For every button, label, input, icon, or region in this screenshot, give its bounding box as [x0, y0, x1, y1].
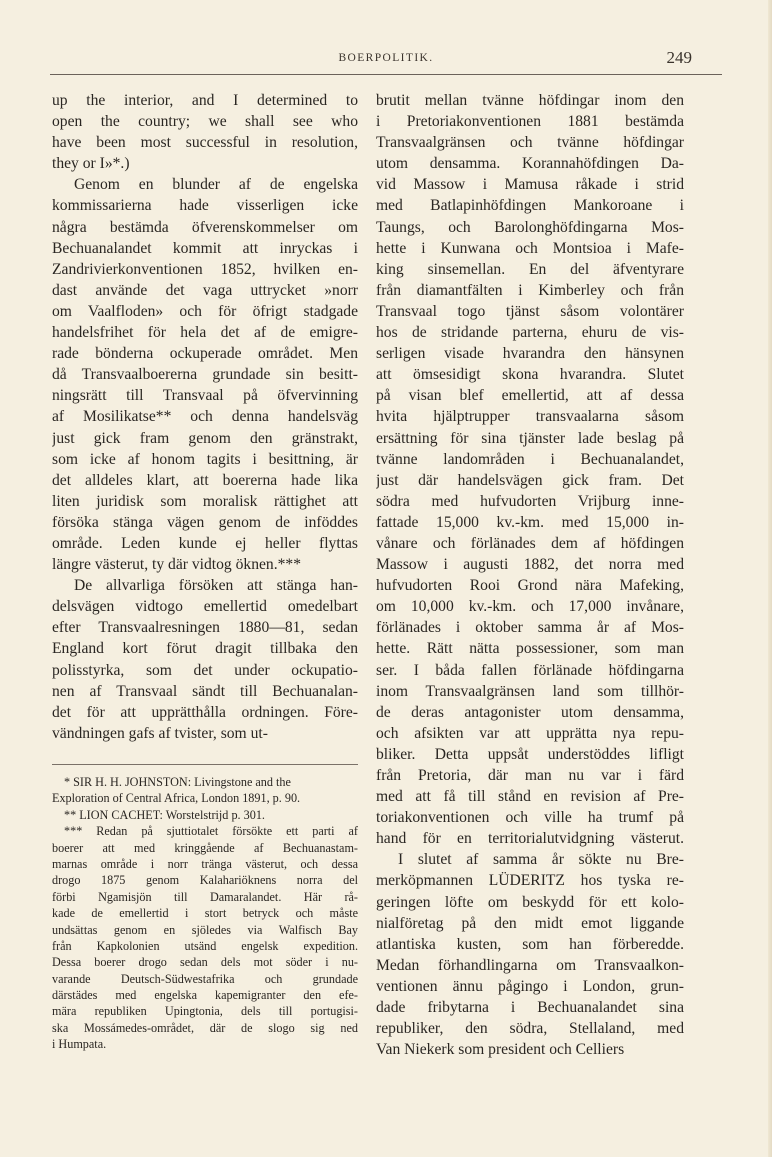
text-line: ser. I båda fallen förlänade höfdingarna — [376, 661, 684, 679]
text-line: nialföretag på den midt emot liggande — [376, 914, 684, 932]
text-line: liten juridisk som moralisk rättighet att — [52, 492, 358, 510]
footnotes — [52, 774, 358, 1053]
text-line: Bechuanalandet kommit att inryckas i — [52, 239, 358, 257]
text-line: ningsrätt till Transvaal på öfvervinning — [52, 387, 358, 405]
text-line: om 10,000 kv.-km. och 17,000 invånare, — [376, 598, 684, 616]
text-line: have been most successful in resolution, — [52, 134, 358, 152]
running-header-title: BOERPOLITIK. — [338, 52, 434, 64]
text-line: område. Leden kunde ej heller flyttas — [52, 534, 358, 552]
text-line: they or I»*.) — [52, 155, 130, 173]
footnote-line: mära republiken Upingtonia, dels till portugisi- — [52, 1004, 358, 1019]
footnote-line: ska Mossámedes-området, där de slogo sig ned — [52, 1020, 358, 1035]
text-line: England kort förut dragit tillbaka den — [52, 640, 358, 658]
text-line: efter Transvaalresningen 1880—81, sedan — [52, 619, 358, 637]
text-line: I slutet af samma år sökte nu Bre- — [398, 851, 684, 869]
footnote-line: * SIR H. H. JOHNSTON: Livingstone and the — [64, 775, 291, 789]
footnote-line: boerer att med kringgående af Bechuanastam- — [52, 840, 358, 855]
text-line: merköpmannen LÜDERITZ hos tyska re- — [376, 872, 684, 890]
text-line: dast använde det vaga uttrycket »norr — [52, 281, 358, 299]
footnote-line: Exploration of Central Africa, London 1891, p. 90. — [52, 791, 301, 806]
text-line: hvita hjälptrupper transvaalarna såsom — [376, 408, 684, 426]
text-line: Taungs, och Barolonghöfdingarna Mos- — [376, 218, 684, 236]
text-line: södra med hufvudorten Vrijburg inne- — [376, 492, 684, 510]
text-line: ersättning för sina tjänster lade beslag på — [376, 429, 684, 447]
footnote-line: varande Deutsch-Südwestafrika och grundade — [52, 971, 358, 986]
footnote-line: därstädes med engelska kapemigranter den efe- — [52, 988, 358, 1003]
text-line: polisstyrka, som det under ockupatio- — [52, 661, 358, 679]
footnote-line: *** Redan på sjuttiotalet försökte ett parti af — [64, 824, 358, 839]
text-line: handelsfrihet för hela det af de emigre- — [52, 324, 358, 342]
text-line: vid Massow i Mamusa råkade i strid — [376, 176, 684, 194]
text-line: toriakonventionen och ville ha trumf på — [376, 809, 684, 827]
text-line: på visan blef emellertid, att af dessa — [376, 387, 684, 405]
text-line: några bestämda öfverenskommelser om — [52, 218, 358, 236]
text-line: open the country; we shall see who — [52, 113, 358, 131]
footnote-line: från Kapkolonien utsänd engelsk expedition. — [52, 938, 358, 953]
text-line: det för att upprätthålla ordningen. Före- — [52, 703, 358, 721]
footnote-line: Dessa boerer drogo sedan dels mot söder i nu- — [52, 955, 358, 970]
right-column — [376, 90, 684, 1060]
text-line: up the interior, and I determined to — [52, 92, 358, 109]
text-line: Massow i augusti 1882, det norra med — [376, 556, 684, 574]
footnote-line: kade de emellertid i stort betryck och måste — [52, 906, 358, 921]
text-line: längre västerut, ty där vidtog öknen.*** — [52, 556, 302, 574]
text-line: Medan förhandlingarna om Transvaalkon- — [376, 956, 684, 974]
text-line: republiker, den södra, Stellaland, med — [376, 1020, 684, 1038]
text-line: hufvudorten Rooi Grond nära Mafeking, — [376, 577, 684, 595]
text-line: just där handelsvägen gick fram. Det — [376, 471, 684, 489]
text-line: i Pretoriakonventionen 1881 bestämda — [376, 113, 684, 131]
text-line: hette i Kunwana och Montsioa i Mafe- — [376, 239, 684, 257]
text-line: Transvaal togo tjänst såsom volontärer — [376, 302, 684, 320]
text-line: som icke af honom tagits i besittning, är — [52, 450, 358, 468]
text-line: hette. Rätt nätta possessioner, som man — [376, 640, 684, 658]
footnote-rule — [52, 764, 358, 765]
left-column — [52, 90, 358, 744]
text-line: Van Niekerk som president och Celliers — [376, 1041, 625, 1059]
text-line: hos de stridande parterna, ehuru de vis- — [376, 324, 684, 342]
text-line: vånare och förlänades dem af höfdingen — [376, 534, 684, 552]
text-line: atlantiska kusten, som han förberedde. — [376, 935, 684, 953]
text-line: af Mosilikatse** och denna handelsväg — [52, 408, 358, 426]
text-line: king sinsemellan. En del äfventyrare — [376, 260, 684, 278]
header-rule — [50, 74, 722, 75]
footnote-line: förbi Ngamisjön till Damaralandet. Här rå- — [52, 889, 358, 904]
text-line: bliker. Detta uppsåt understöddes lifligt — [376, 745, 684, 763]
text-line: det alldeles klart, att boererna hade lika — [52, 471, 358, 489]
text-line: inom Transvaalgränsen land som tillhör- — [376, 682, 684, 700]
text-line: då Transvaalboererna grundade sin besitt- — [52, 366, 358, 384]
text-line: förlänades i oktober samma år af Mos- — [376, 619, 684, 637]
footnote-line: drogo 1875 genom Kalahariöknens norra del — [52, 873, 358, 888]
text-line: vändningen gafs af tvister, som ut- — [52, 724, 268, 742]
text-line: fattade 15,000 kv.-km. med 15,000 in- — [376, 513, 684, 531]
footnote-line: ** LION CACHET: Worstelstrijd p. 301. — [64, 807, 265, 822]
text-line: tvänne landområden i Bechuanalandet, — [376, 450, 684, 468]
text-line: nen af Transvaal sändt till Bechuanalan- — [52, 682, 358, 700]
text-line: hand för en territorialutvidgning västerut. — [376, 830, 684, 848]
text-line: rade bönderna ockuperade området. Men — [52, 345, 358, 363]
text-line: De allvarliga försöken att stänga han- — [74, 577, 358, 595]
text-line: kommissarierna hade visserligen icke — [52, 197, 358, 215]
text-line: serligen visade hvarandra den hänsynen — [376, 345, 684, 363]
footnote-line: i Humpata. — [52, 1037, 107, 1052]
text-line: och afsikten var att upprätta nya repu- — [376, 724, 684, 742]
footnote-line: undsättas genom en sjöledes via Walfisch Bay — [52, 922, 358, 937]
text-line: geringen löfte om beskydd för ett kolo- — [376, 893, 684, 911]
text-line: dade fribytarna i Bechuanalandet sina — [376, 999, 684, 1017]
text-line: Zandrivierkonventionen 1852, hvilken en- — [52, 260, 358, 278]
text-line: med Batlapinhöfdingen Mankoroane i — [376, 197, 684, 215]
text-line: att ömsesidigt skona hvarandra. Slutet — [376, 366, 684, 384]
text-line: brutit mellan tvänne höfdingar inom den — [376, 92, 684, 109]
footnote-line: marnas område i norr tränga västerut, och dessa — [52, 856, 358, 871]
text-line: de deras antagonister utom densamma, — [376, 703, 684, 721]
text-line: om Vaalfloden» och för öfrigt stadgade — [52, 302, 358, 320]
text-line: från Pretoria, där man nu var i färd — [376, 767, 684, 784]
text-line: just gick fram genom den gränstrakt, — [52, 429, 358, 447]
text-line: ventionen ännu pågingo i London, grun- — [376, 977, 684, 995]
page-edge — [768, 0, 772, 1157]
text-line: försöka stänga vägen genom de inföddes — [52, 513, 358, 531]
text-line: delsvägen vidtogo emellertid omedelbart — [52, 598, 358, 616]
text-line: Transvaalgränsen och tvänne höfdingar — [376, 134, 684, 152]
text-line: utom densamma. Korannahöfdingen Da- — [376, 155, 684, 173]
page-number: 249 — [666, 48, 692, 67]
text-line: från diamantfälten i Kimberley och från — [376, 281, 684, 299]
text-line: Genom en blunder af de engelska — [74, 176, 358, 194]
text-line: med att få till stånd en revision af Pre- — [376, 788, 684, 806]
